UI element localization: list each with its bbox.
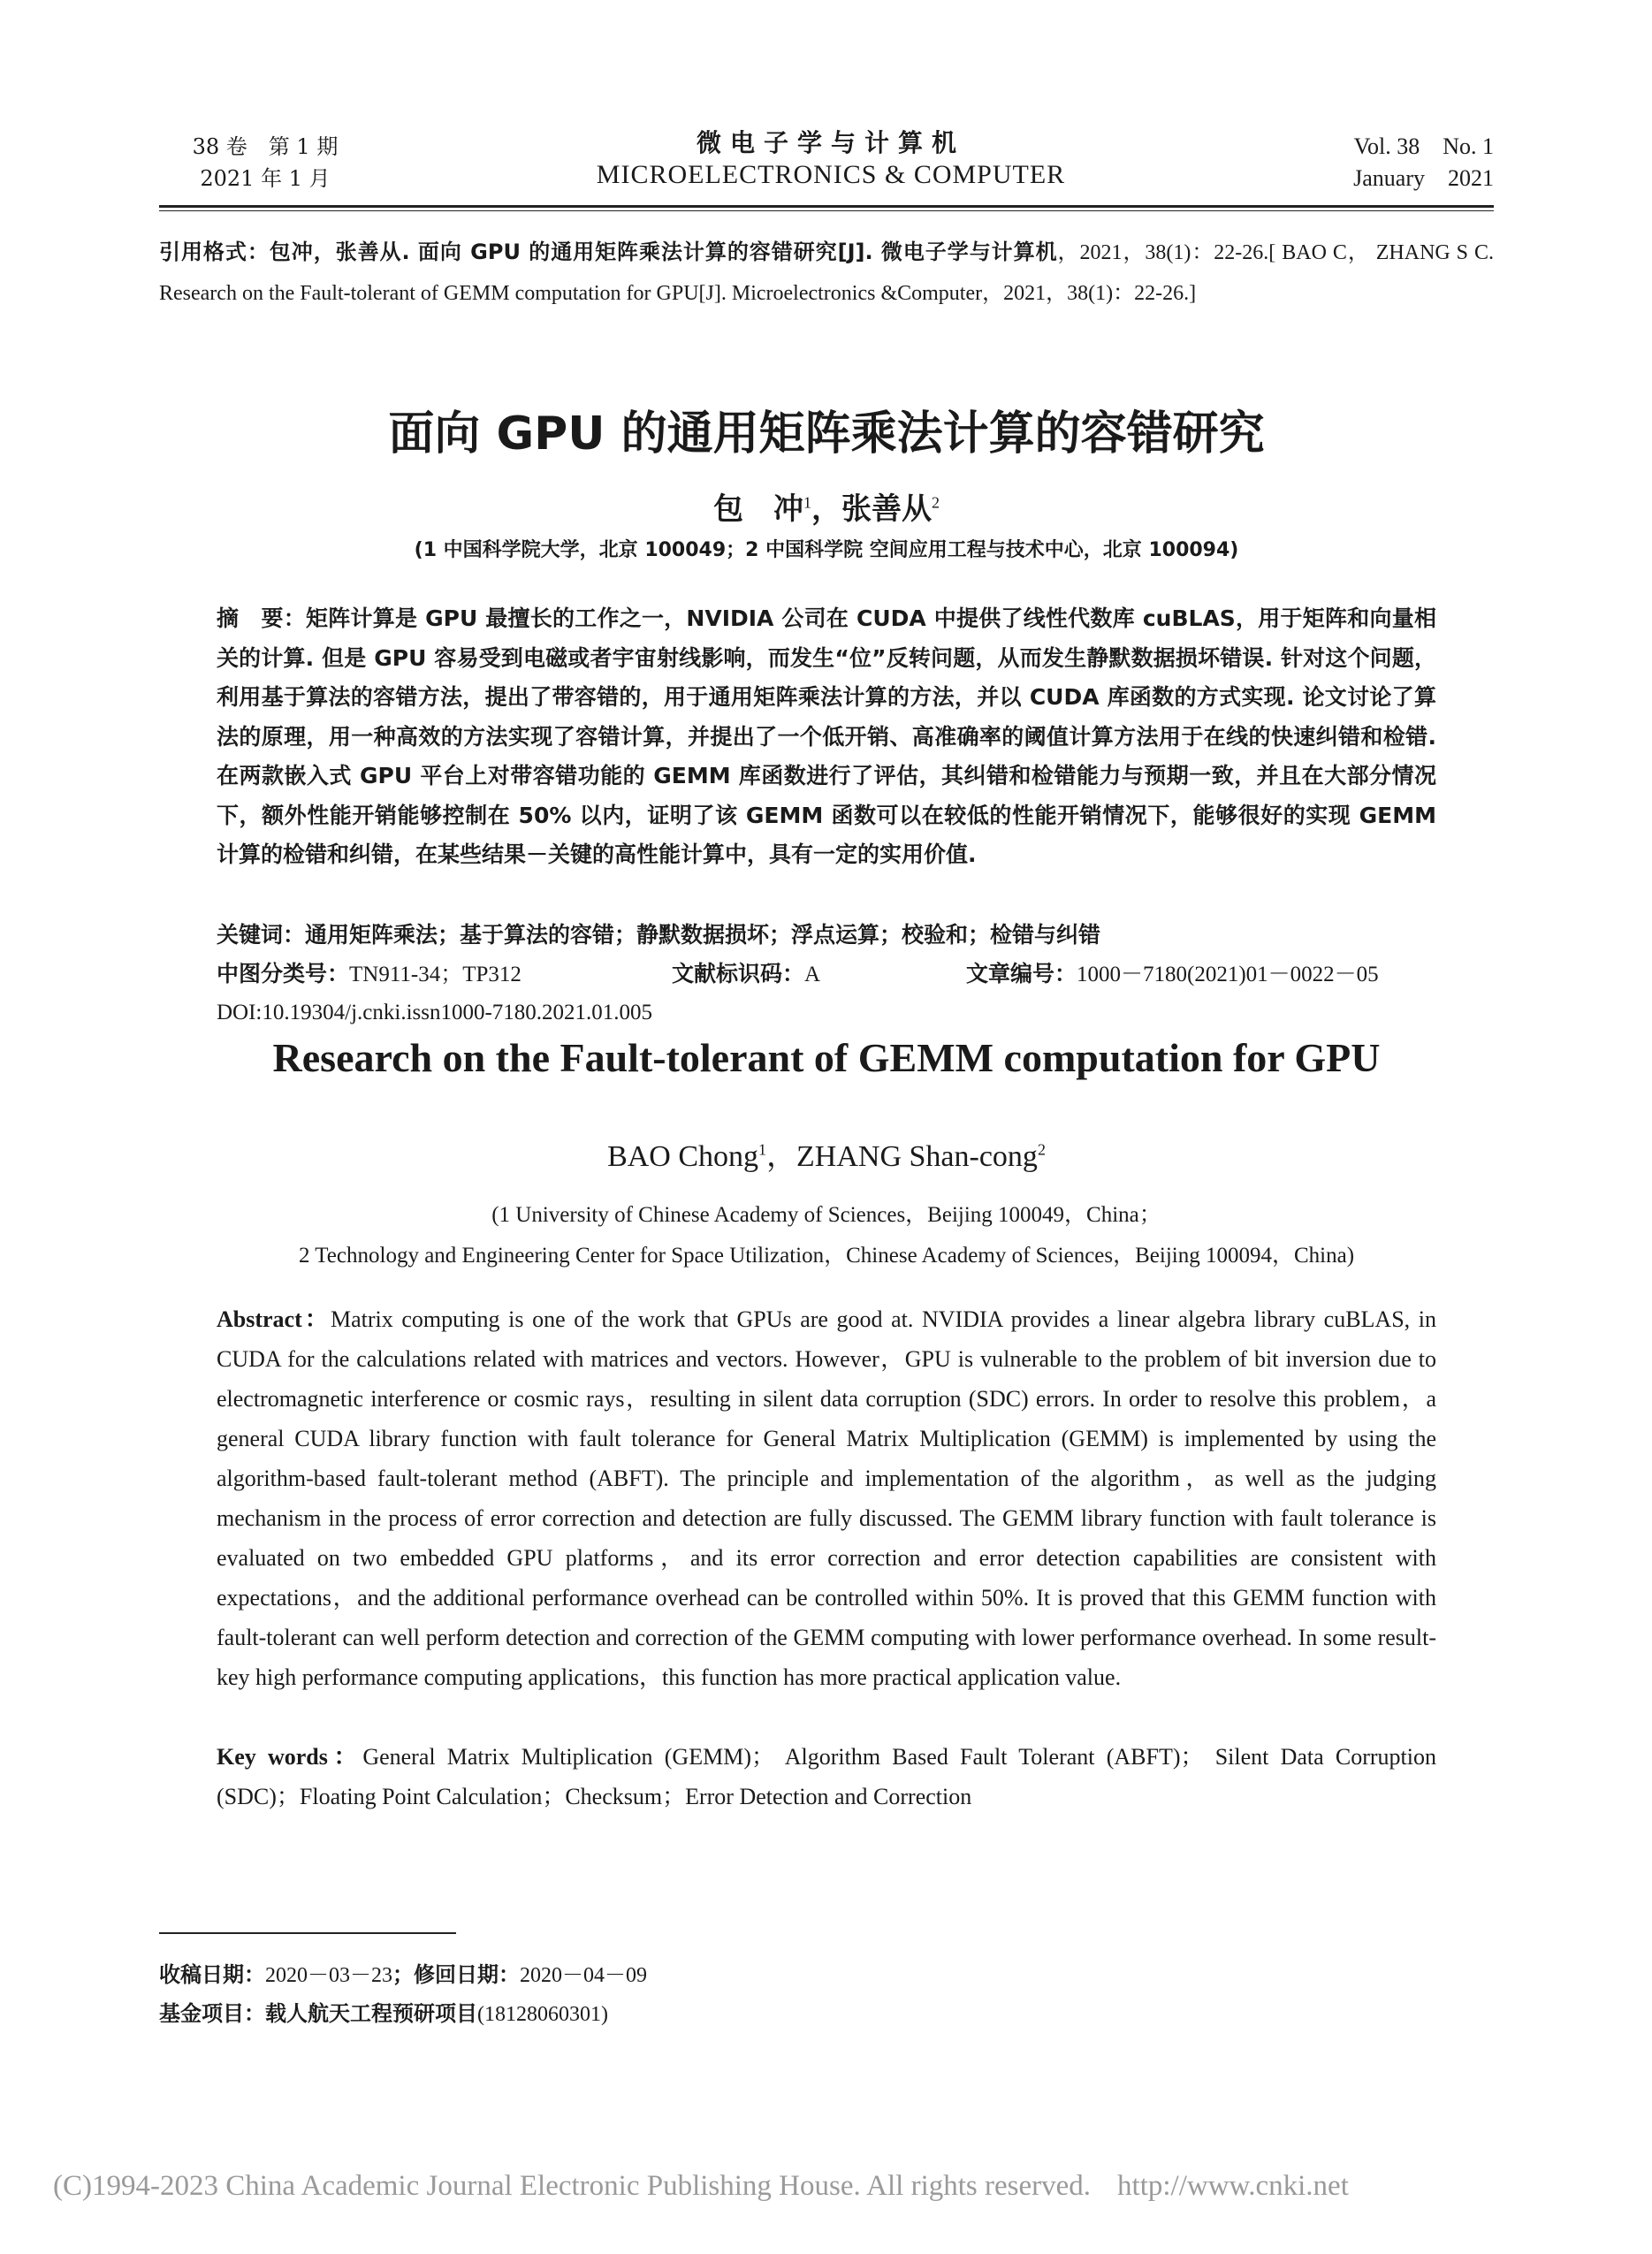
header-journal-name xyxy=(495,127,1167,191)
article-no-label: 文章编号： xyxy=(966,961,1077,986)
copyright-line xyxy=(53,2170,1556,2203)
journal-name-en: MICROELECTRONICS & COMPUTER xyxy=(596,160,1066,189)
clc-value: TN911-34；TP312 xyxy=(349,963,521,986)
received-value: 2020－03－23 xyxy=(265,1964,392,1987)
doi: DOI:10.19304/j.cnki.issn1000-7180.2021.01.005 xyxy=(217,1001,653,1024)
keywords-en-text: General Matrix Multiplication (GEMM)； Algorithm Based Fault Tolerant (ABFT)； Silent Data Corruption (SDC)；Floating Point Calculation；Checksum；Error Detection and Correction xyxy=(217,1744,1436,1809)
citation-rest: ，2021，38(1)：22-26.[ BAO C， ZHANG S C. Research on the Fault-tolerant of GEMM computation for GPU[J]. Microelectronics &Computer，2021，38(1)：22-26.] xyxy=(159,241,1494,305)
author-2-en-sup: 2 xyxy=(1037,1140,1046,1159)
header-volume-line: 38 卷 第 1 期 xyxy=(192,134,339,159)
revised-value: 2020－04－09 xyxy=(520,1964,647,1987)
citation-block xyxy=(159,232,1494,314)
abstract-en xyxy=(217,1299,1436,1697)
fund-text: 载人航天工程预研项目 xyxy=(265,2001,477,2026)
author-2-cn: 张善从 xyxy=(841,491,932,527)
classification-row xyxy=(217,955,1436,994)
abstract-en-label: Abstract： xyxy=(217,1306,331,1332)
affiliation-cn: (1 中国科学院大学，北京 100049；2 中国科学院 空间应用工程与技术中心，北京 100094) xyxy=(414,539,1239,561)
abstract-cn xyxy=(217,599,1436,875)
footnote-fund xyxy=(159,1994,1308,2034)
authors-en xyxy=(159,1131,1494,1175)
affiliation-en-line1: (1 University of Chinese Academy of Sciences，Beijing 100049，China； xyxy=(491,1203,1161,1227)
abstract-en-text: Matrix computing is one of the work that GPUs are good at. NVIDIA provides a linear algebra library cuBLAS, in CUDA for the calculations related with matrices and vectors. However，GPU is vulnerable to the problem of bit inversion due to electromagnetic interference or cosmic rays，resulting in silent data corruption (SDC) errors. In order to resolve this problem，a general CUDA library function with fault tolerance for General Matrix Multiplication (GEMM) is implemented by using the algorithm-based fault-tolerant method (ABFT). The principle and implementation of the algorithm，as well as the judging mechanism in the process of error correction and detection are fully discussed. The GEMM library function with fault tolerance is evaluated on two embedded GPU platforms，and its error correction and error detection capabilities are consistent with expectations，and the additional performance overhead can be controlled within 50%. It is proved that this GEMM function with fault-tolerant can well perform detection and correction of the GEMM computing with lower performance overhead. In some result-key high performance computing applications，this function has more practical application value. xyxy=(217,1306,1436,1690)
author-1-cn: 包 冲 xyxy=(713,491,803,527)
cnki-link[interactable]: http://www.cnki.net xyxy=(1117,2170,1349,2202)
doc-code-value: A xyxy=(804,963,821,986)
author-1-en: BAO Chong xyxy=(607,1140,759,1173)
citation-label: 引用格式： xyxy=(159,240,270,264)
author-2-en: ZHANG Shan-cong xyxy=(796,1140,1038,1173)
header-vol-line: Vol. 38 No. 1 xyxy=(1353,133,1494,159)
abstract-cn-text: 矩阵计算是 GPU 最擅长的工作之一，NVIDIA 公司在 CUDA 中提供了线性代数库 cuBLAS，用于矩阵和向量相关的计算. 但是 GPU 容易受到电磁或者宇宙射线影响，而发生“位”反转问题，从而发生静默数据损坏错误. 针对这个问题，利用基于算法的容错方法，提出了带容错的，用于通用矩阵乘法计算的方法，并以 CUDA 库函数的方式实现. 论文讨论了算法的原理，用一种高效的方法实现了容错计算，并提出了一个低开销、高准确率的阈值计算方法用于在线的快速纠错和检错. 在两款嵌入式 GPU 平台上对带容错功能的 GEMM 库函数进行了评估，其纠错和检错能力与预期一致，并且在大部分情况下，额外性能开销能够控制在 50% 以内，证明了该 GEMM 函数可以在较低的性能开销情况下，能够很好的实现 GEMM 计算的检错和纠错，在某些结果－关键的高性能计算中，具有一定的实用价值. xyxy=(217,605,1436,867)
doc-code-label: 文献标识码： xyxy=(672,961,805,986)
received-label: 收稿日期： xyxy=(159,1962,265,1987)
keywords-en xyxy=(217,1737,1436,1816)
header-date-line: 2021 年 1 月 xyxy=(200,166,331,191)
header-month-line: January 2021 xyxy=(1353,165,1494,191)
author-2-sup: 2 xyxy=(932,493,940,512)
header-vol-no xyxy=(1299,131,1494,194)
affiliation-en xyxy=(217,1195,1436,1276)
authors-cn xyxy=(159,484,1494,528)
fund-code: (18128060301) xyxy=(477,2003,608,2026)
doc-code-field xyxy=(672,955,820,994)
article-no-field xyxy=(966,955,1379,994)
citation-cn: 包冲，张善从. 面向 GPU 的通用矩阵乘法计算的容错研究[J]. 微电子学与计算机 xyxy=(269,240,1058,264)
affiliation-en-line2: 2 Technology and Engineering Center for Space Utilization，Chinese Academy of Sciences，Beijing 100094，China) xyxy=(298,1244,1355,1268)
author-1-en-sup: 1 xyxy=(758,1140,767,1159)
article-no-value: 1000－7180(2021)01－0022－05 xyxy=(1077,963,1379,986)
revised-label: ；修回日期： xyxy=(392,1962,520,1987)
paper-title-cn: 面向 GPU 的通用矩阵乘法计算的容错研究 xyxy=(388,407,1265,461)
author-sep: ， xyxy=(811,491,841,527)
paper-title-en: Research on the Fault-tolerant of GEMM computation for GPU xyxy=(272,1035,1381,1080)
header-rule-thick xyxy=(159,205,1494,208)
footnote-dates xyxy=(159,1955,1308,1995)
footnote-rule xyxy=(159,1932,456,1934)
header-rule-thin xyxy=(159,210,1494,211)
fund-label: 基金项目： xyxy=(159,2001,265,2026)
clc-field xyxy=(217,955,521,994)
journal-name-cn: 微电子学与计算机 xyxy=(696,128,965,157)
author-en-sep: ， xyxy=(766,1140,797,1173)
abstract-cn-label: 摘 要： xyxy=(217,605,306,631)
keywords-en-label: Key words： xyxy=(217,1744,363,1770)
keywords-cn xyxy=(217,916,1436,955)
author-1-sup: 1 xyxy=(803,493,811,512)
header-volume-issue xyxy=(159,131,371,194)
copyright-text: (C)1994-2023 China Academic Journal Electronic Publishing House. All rights reserved. xyxy=(53,2170,1092,2202)
keywords-cn-label: 关键词： xyxy=(217,922,306,948)
clc-label: 中图分类号： xyxy=(217,961,350,986)
keywords-cn-text: 通用矩阵乘法；基于算法的容错；静默数据损坏；浮点运算；校验和；检错与纠错 xyxy=(305,922,1101,948)
